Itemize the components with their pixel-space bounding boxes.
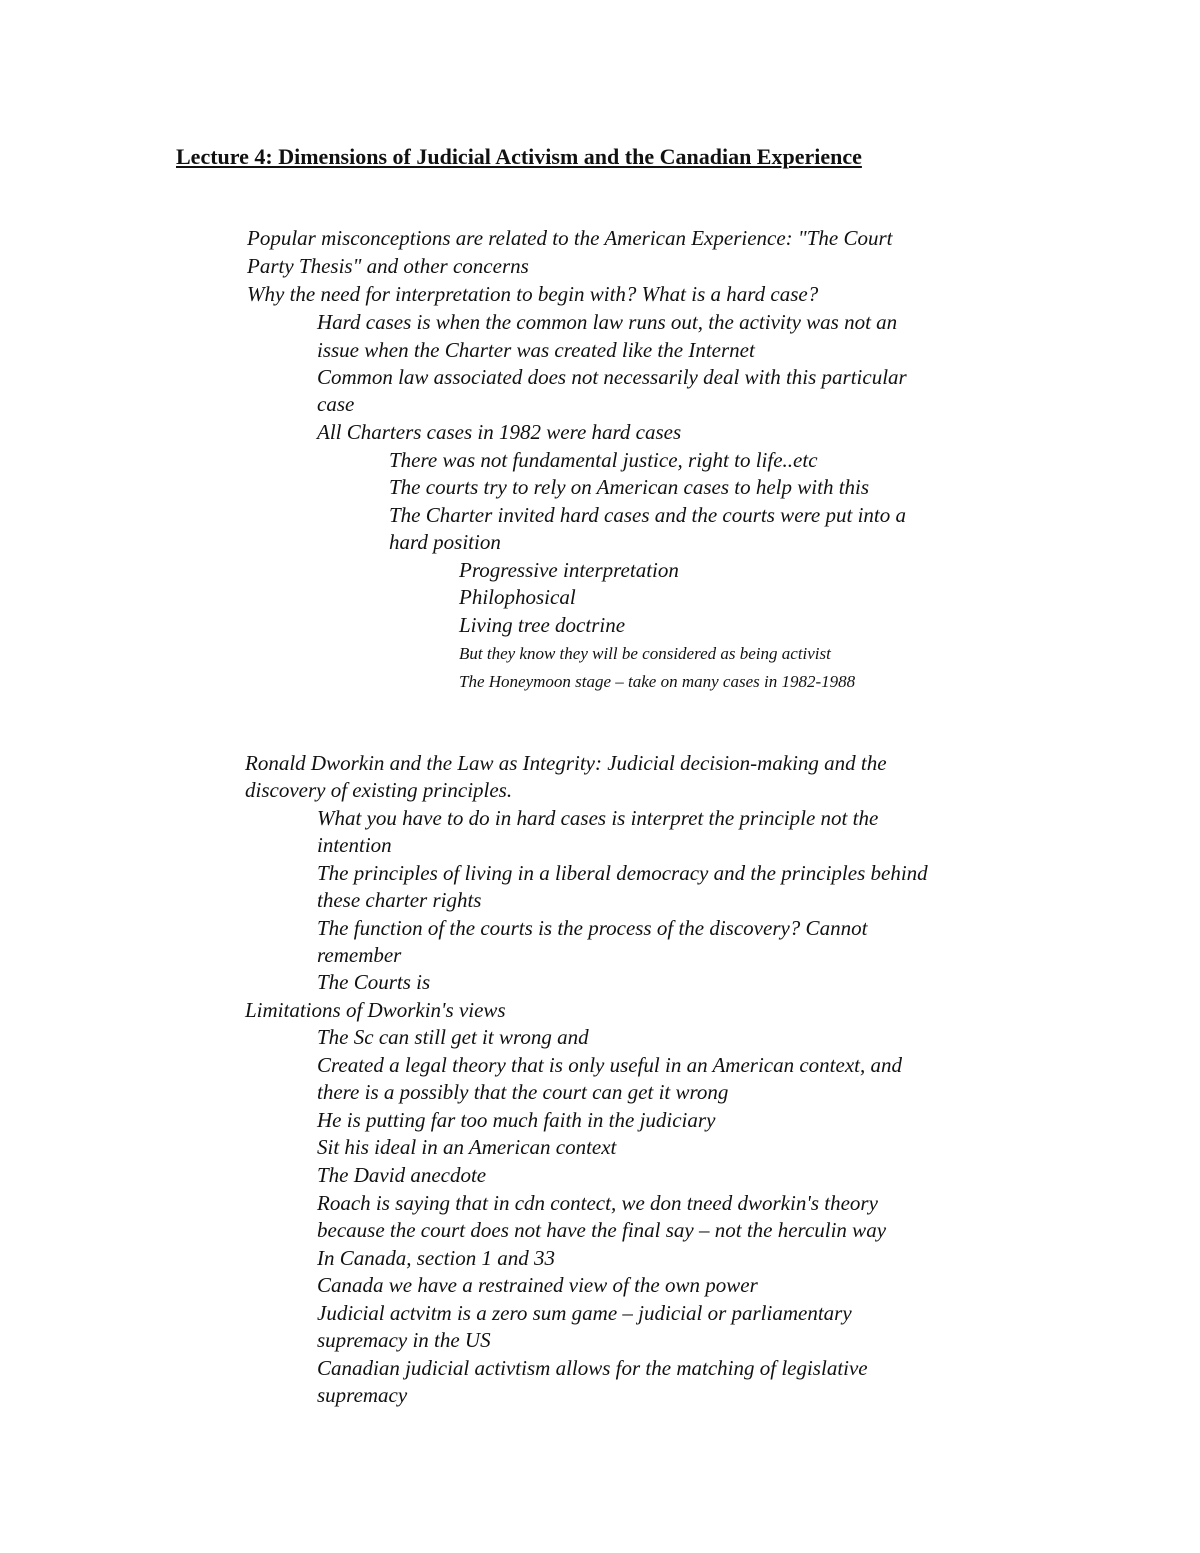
outline-item-text: remember <box>317 943 402 967</box>
outline-item-text: these charter rights <box>317 888 482 912</box>
outline-item-text: Why the need for interpretation to begin with? What is a hard case? <box>247 282 819 306</box>
outline-item-text: Popular misconceptions are related to the American Experience: "The Court <box>247 226 893 250</box>
outline-item-text: Canadian judicial activtism allows for the matching of legislative <box>317 1356 868 1380</box>
outline-item-text: What you have to do in hard cases is interpret the principle not the <box>317 806 879 830</box>
outline-item-text: The Sc can still get it wrong and <box>317 1025 589 1049</box>
outline-item-text: issue when the Charter was created like the Internet <box>317 338 755 362</box>
outline-item-text: He is putting far too much faith in the judiciary <box>317 1108 716 1132</box>
outline-item-text: intention <box>317 833 392 857</box>
outline-item-text: Ronald Dworkin and the Law as Integrity: Judicial decision-making and the <box>245 751 887 775</box>
outline-item-text: The function of the courts is the process of the discovery? Cannot <box>317 916 868 940</box>
outline-item-text: Living tree doctrine <box>459 613 626 637</box>
outline-item-text: Progressive interpretation <box>459 558 679 582</box>
outline-item-text: Common law associated does not necessarily deal with this particular <box>317 365 907 389</box>
outline-item-text: supremacy <box>317 1383 408 1407</box>
outline-item-text: The Honeymoon stage – take on many cases in 1982-1988 <box>459 672 856 691</box>
outline-item-text: Hard cases is when the common law runs out, the activity was not an <box>317 310 898 334</box>
outline-item-text: The Courts is <box>317 970 431 994</box>
outline-item-text: there is a possibly that the court can get it wrong <box>317 1080 729 1104</box>
outline-item-text: Judicial actvitm is a zero sum game – judicial or parliamentary <box>317 1301 852 1325</box>
outline-item-text: case <box>317 392 355 416</box>
outline-item-text: The David anecdote <box>317 1163 487 1187</box>
outline-item-text: Created a legal theory that is only useful in an American context, and <box>317 1053 902 1077</box>
page-title: Lecture 4: Dimensions of Judicial Activism and the Canadian Experience <box>176 144 862 169</box>
outline-item-text: Sit his ideal in an American context <box>317 1135 617 1159</box>
outline-item-text: discovery of existing principles. <box>245 778 513 802</box>
outline-item-text: supremacy in the US <box>317 1328 491 1352</box>
outline-item-text: Limitations of Dworkin's views <box>245 998 506 1022</box>
outline-item-text: The courts try to rely on American cases to help with this <box>389 475 870 499</box>
outline-item-text: Canada we have a restrained view of the own power <box>317 1273 758 1297</box>
outline-item-text: because the court does not have the final say – not the herculin way <box>317 1218 887 1242</box>
outline-item-text: Philophosical <box>459 585 576 609</box>
outline-item-text: There was not fundamental justice, right to life..etc <box>389 448 818 472</box>
outline-item-text: hard position <box>389 530 501 554</box>
outline-item-text: Roach is saying that in cdn contect, we don tneed dworkin's theory <box>317 1191 878 1215</box>
outline-item-text: But they know they will be considered as being activist <box>459 644 831 663</box>
outline-item-text: All Charters cases in 1982 were hard cases <box>317 420 682 444</box>
outline-item-text: In Canada, section 1 and 33 <box>317 1246 555 1270</box>
outline-item-text: Party Thesis" and other concerns <box>247 254 529 278</box>
outline-item-text: The Charter invited hard cases and the courts were put into a <box>389 503 906 527</box>
outline-item-text: The principles of living in a liberal democracy and the principles behind <box>317 861 928 885</box>
